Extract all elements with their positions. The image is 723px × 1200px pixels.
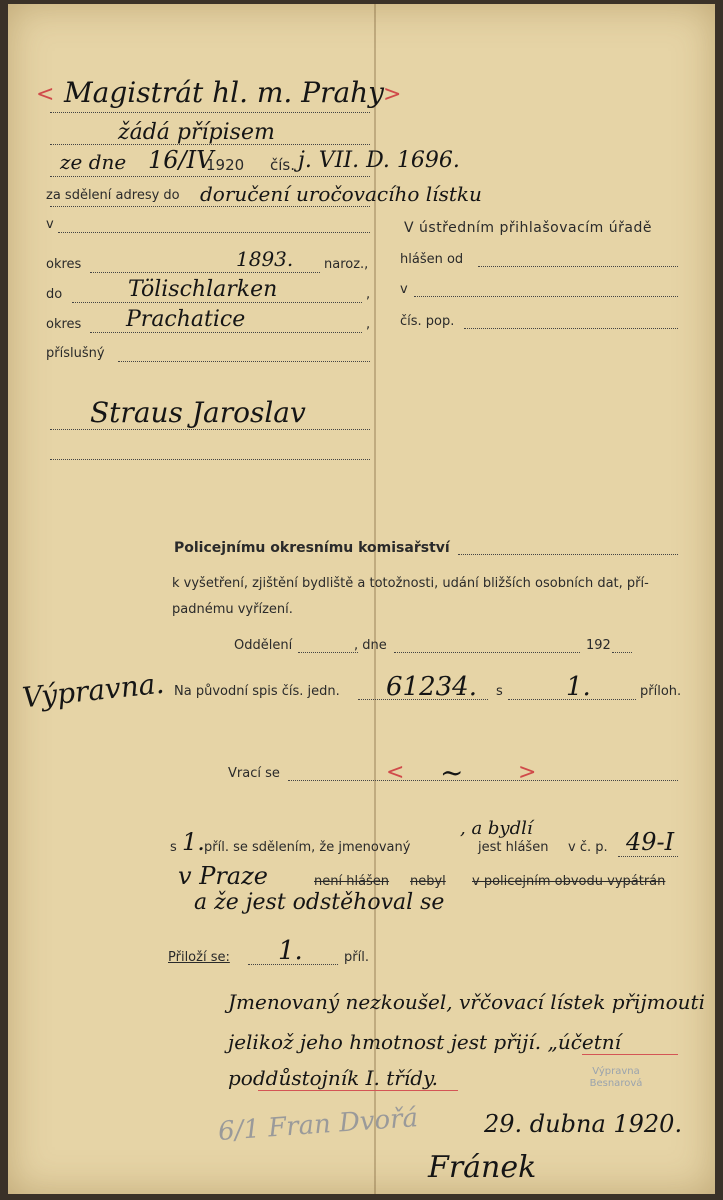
priloh-label: příloh. — [640, 684, 682, 699]
dotted-line — [394, 652, 580, 653]
cp-value: 49-I — [626, 828, 675, 856]
dotted-line — [358, 699, 488, 700]
result-text-2: jest hlášen — [478, 840, 549, 855]
dotted-line — [50, 112, 370, 113]
dotted-line — [298, 652, 358, 653]
dotted-line — [508, 699, 636, 700]
dotted-line — [90, 272, 320, 273]
note-line-2: jelikož jeho hmotnost jest přijí. „účetní — [228, 1030, 622, 1054]
right-v-label: v — [400, 282, 408, 297]
nebyl-struck: nebyl — [410, 874, 446, 889]
dotted-line — [618, 856, 678, 857]
cis-value: j. VII. D. 1696. — [298, 148, 460, 173]
sdeleni-label: za sdělení adresy do — [46, 188, 180, 203]
dotted-line — [612, 652, 632, 653]
naroz-label: naroz., — [324, 257, 369, 272]
okres-value: Prachatice — [126, 307, 246, 332]
cp-label: v č. p. — [568, 840, 608, 855]
dotted-line — [90, 332, 362, 333]
dotted-line — [288, 780, 678, 781]
zada-text: žádá přípisem — [118, 120, 275, 145]
dotted-line — [464, 328, 678, 329]
vraci-label: Vrací se — [228, 766, 280, 781]
neni-hlasen-struck: není hlášen — [314, 874, 390, 889]
stamp-line-2: Besnarová — [589, 1078, 643, 1089]
dotted-line — [50, 144, 370, 145]
note-line-3: poddůstojník I. třídy. — [228, 1066, 439, 1090]
red-bracket-left: < — [36, 82, 55, 107]
dotted-line — [58, 232, 370, 233]
note-line-1: Jmenovaný nezkoušel, vřčovací lístek přijmouti — [228, 990, 705, 1014]
result-s-label: s — [170, 840, 177, 855]
vypravna-stamp — [576, 1066, 656, 1090]
obvod-struck: v policejním obvodu vypátrán — [472, 874, 666, 889]
s-label: s — [496, 684, 503, 699]
magistrat-heading: Magistrát hl. m. Prahy — [64, 76, 385, 109]
dotted-line — [118, 361, 370, 362]
v-label: v — [46, 217, 54, 232]
cis-pop-label: čís. pop. — [400, 314, 455, 329]
do-label: do — [46, 287, 63, 302]
red-bracket-right: > — [518, 760, 537, 785]
cis-label: čís. — [270, 156, 295, 174]
dotted-line — [50, 206, 370, 207]
instruction-line-1: k vyšetření, zjištění bydliště a totožnosti, udání bližších osobních dat, pří- — [172, 576, 649, 591]
birth-year-value: 1893. — [236, 247, 294, 271]
prislusny-label: příslušný — [46, 346, 105, 361]
instruction-line-2: padnému vyřízení. — [172, 602, 293, 617]
prilozi-pril: příl. — [344, 950, 369, 965]
right-form-title: V ústředním přihlašovacím úřadě — [404, 220, 652, 236]
odstehoval-text: a že jest odstěhoval se — [194, 890, 445, 915]
red-underline — [582, 1054, 678, 1055]
document-page — [8, 4, 715, 1194]
comma: , — [366, 287, 371, 302]
dotted-line — [458, 554, 678, 555]
dne-label: , dne — [354, 638, 387, 653]
do-value: Tölischlarken — [128, 277, 278, 302]
red-bracket-right: > — [383, 82, 402, 107]
spis-label: Na původní spis čís. jedn. — [174, 684, 340, 699]
red-underline — [258, 1090, 458, 1091]
dotted-line — [50, 459, 370, 460]
year-192-label: 192 — [586, 638, 611, 653]
oddeleni-label: Oddělení — [234, 638, 293, 653]
sdeleni-value: doručení uročovacího lístku — [200, 182, 482, 206]
signature: Fránek — [428, 1150, 537, 1185]
result-pril-value: 1. — [182, 828, 205, 856]
dotted-line — [478, 266, 678, 267]
ze-dne-value: 16/IV — [148, 146, 214, 174]
ze-dne-label: ze dne — [60, 150, 127, 174]
prilozi-label: Přiloží se: — [168, 950, 230, 965]
note-date: 29. dubna 1920. — [484, 1110, 683, 1138]
person-name: Straus Jaroslav — [90, 396, 306, 429]
dotted-line — [72, 302, 362, 303]
praze-value: v Praze — [178, 862, 268, 890]
red-bracket-left: < — [386, 760, 405, 785]
stamp-line-1: Výpravna — [592, 1066, 640, 1077]
hlasen-label: hlášen od — [400, 252, 464, 267]
tilde-mark: ~ — [440, 756, 464, 789]
dotted-line — [248, 964, 338, 965]
priloh-count: 1. — [566, 672, 591, 702]
margin-note-vypravna: Výpravna. — [20, 666, 166, 715]
dotted-line — [50, 429, 370, 430]
komisarstvi-heading: Policejnímu okresnímu komisařství — [174, 540, 450, 556]
dotted-line — [50, 176, 370, 177]
result-insert: , a bydlí — [460, 818, 533, 839]
okres-label-2: okres — [46, 317, 82, 332]
pencil-note: 6/1 Fran Dvořá — [217, 1103, 420, 1147]
result-text-1: příl. se sdělením, že jmenovaný — [204, 840, 411, 855]
year-label: 1920 — [206, 156, 245, 174]
dotted-line — [414, 296, 678, 297]
spis-value: 61234. — [386, 672, 477, 702]
prilozi-value: 1. — [278, 936, 303, 966]
okres-label: okres — [46, 257, 82, 272]
comma: , — [366, 317, 371, 332]
